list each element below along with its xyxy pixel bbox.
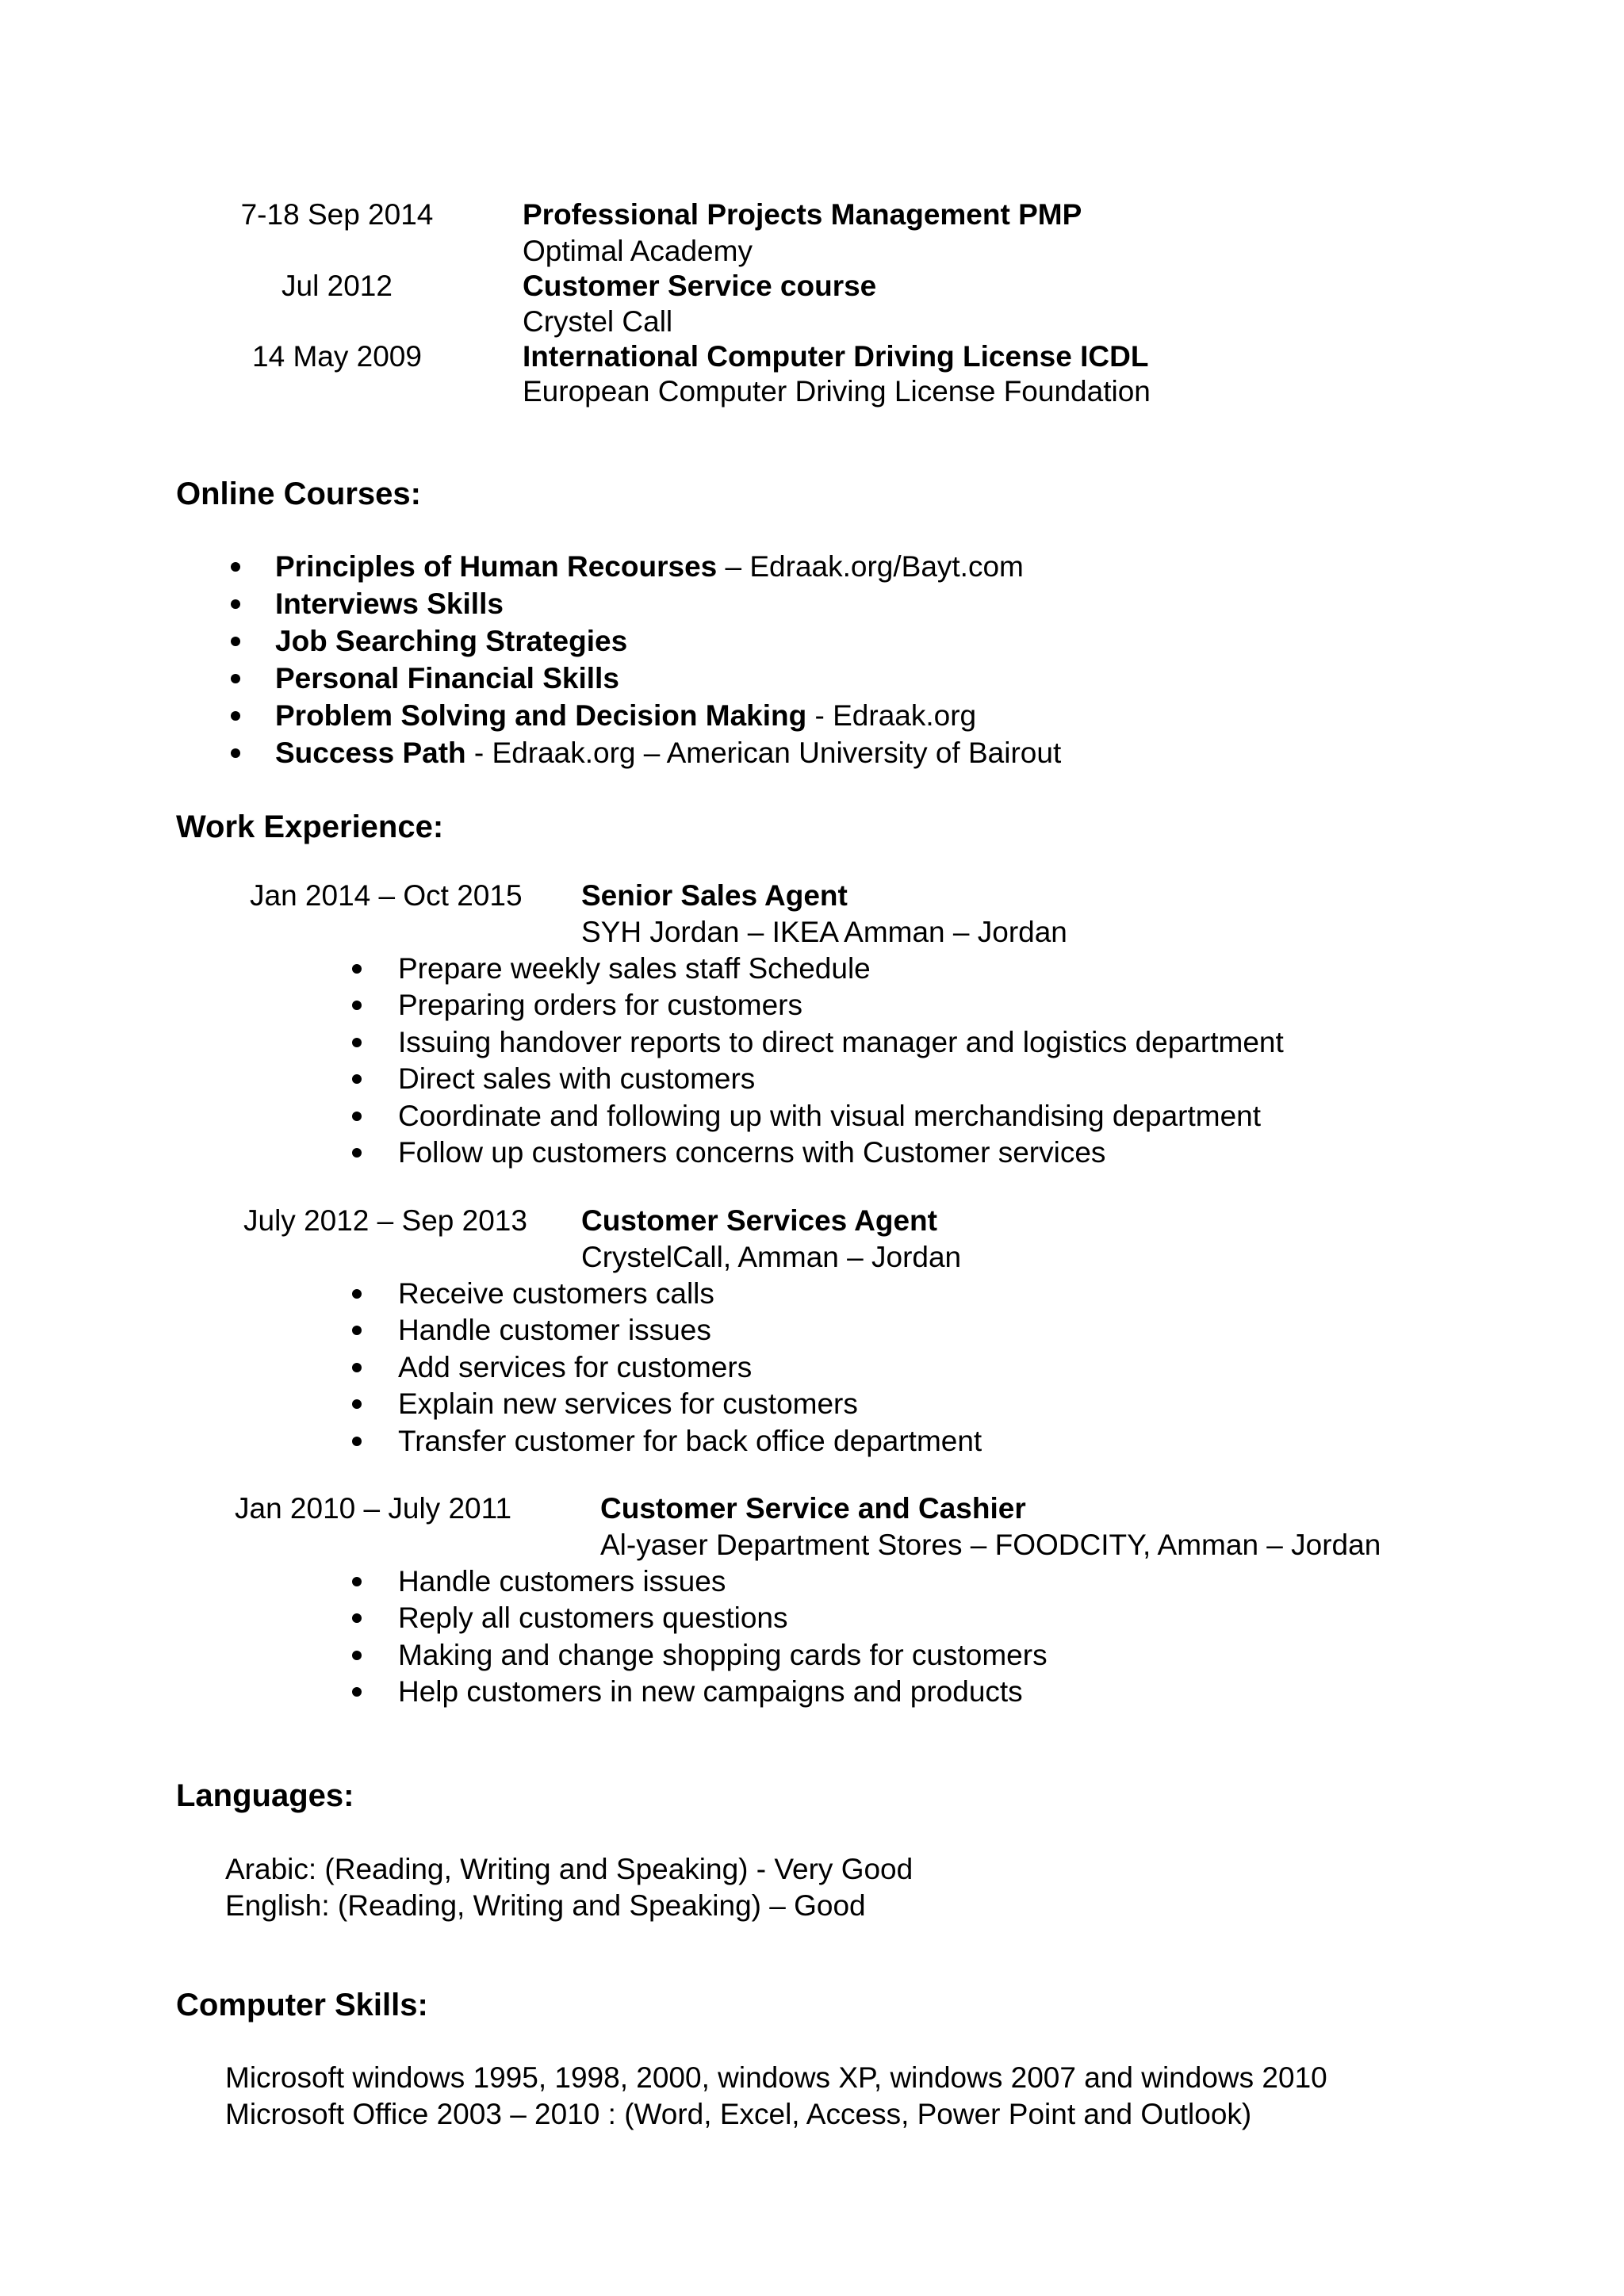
course-title: Problem Solving and Decision Making xyxy=(275,699,807,732)
job-title: Senior Sales Agent xyxy=(581,879,848,912)
duty-text: Prepare weekly sales staff Schedule xyxy=(398,952,871,985)
duty-text: Issuing handover reports to direct manager and logistics department xyxy=(398,1026,1284,1058)
duty-text: Preparing orders for customers xyxy=(398,989,802,1021)
list-item xyxy=(398,1312,711,1349)
course-title: Success Path xyxy=(275,737,466,769)
job-title: Customer Services Agent xyxy=(581,1204,937,1237)
duty-text: Handle customers issues xyxy=(398,1565,726,1598)
course-detail: - Edraak.org xyxy=(806,699,977,732)
list-item xyxy=(398,1135,1105,1171)
cert-date: 14 May 2009 xyxy=(252,340,422,373)
duty-text: Handle customer issues xyxy=(398,1314,711,1346)
list-item xyxy=(398,1674,1023,1710)
duty-text: Direct sales with customers xyxy=(398,1062,756,1095)
job-dates: Jan 2014 – Oct 2015 xyxy=(250,879,523,912)
list-item xyxy=(398,1386,858,1422)
cert-issuer: Crystel Call xyxy=(523,305,673,338)
duty-text: Reply all customers questions xyxy=(398,1601,788,1634)
job-company: SYH Jordan – IKEA Amman – Jordan xyxy=(581,916,1067,948)
cert-issuer: Optimal Academy xyxy=(523,235,753,267)
job-company: Al-yaser Department Stores – FOODCITY, Amman – Jordan xyxy=(600,1529,1381,1561)
list-item xyxy=(398,1098,1261,1135)
list-item xyxy=(398,1600,788,1636)
list-item xyxy=(275,623,627,660)
section-heading: Work Experience: xyxy=(176,809,444,844)
list-item xyxy=(275,660,619,697)
duty-text: Transfer customer for back office department xyxy=(398,1425,982,1457)
list-item xyxy=(398,1061,755,1097)
course-detail: – Edraak.org/Bayt.com xyxy=(717,550,1024,583)
cert-title: Professional Projects Management PMP xyxy=(523,198,1082,231)
list-item xyxy=(275,735,1061,771)
duty-text: Making and change shopping cards for customers xyxy=(398,1639,1048,1671)
language-line: Arabic: (Reading, Writing and Speaking) - Very Good xyxy=(225,1853,914,1885)
job-dates: Jan 2010 – July 2011 xyxy=(235,1492,512,1525)
list-item xyxy=(398,1563,726,1600)
list-item xyxy=(398,1276,714,1312)
course-title: Job Searching Strategies xyxy=(275,625,628,657)
course-title: Principles of Human Recourses xyxy=(275,550,718,583)
duty-text: Follow up customers concerns with Customer services xyxy=(398,1136,1106,1169)
list-item xyxy=(398,1349,752,1386)
duty-text: Explain new services for customers xyxy=(398,1387,858,1420)
skill-line: Microsoft windows 1995, 1998, 2000, windows XP, windows 2007 and windows 2010 xyxy=(225,2061,1327,2094)
section-heading: Languages: xyxy=(176,1778,354,1813)
duty-text: Help customers in new campaigns and products xyxy=(398,1675,1023,1708)
list-item xyxy=(398,1637,1048,1674)
job-company: CrystelCall, Amman – Jordan xyxy=(581,1241,962,1273)
list-item xyxy=(275,698,976,734)
duty-text: Add services for customers xyxy=(398,1351,753,1383)
list-item xyxy=(398,987,802,1024)
cert-date: Jul 2012 xyxy=(282,270,393,302)
cert-issuer: European Computer Driving License Foundation xyxy=(523,375,1151,408)
cert-date: 7-18 Sep 2014 xyxy=(240,198,434,231)
list-item xyxy=(398,951,871,987)
language-line: English: (Reading, Writing and Speaking) – Good xyxy=(225,1889,866,1922)
duty-text: Receive customers calls xyxy=(398,1277,714,1310)
course-detail: - Edraak.org – American University of Bairout xyxy=(465,737,1062,769)
job-title: Customer Service and Cashier xyxy=(600,1492,1026,1525)
course-title: Personal Financial Skills xyxy=(275,662,619,695)
list-item xyxy=(275,549,1024,585)
cert-title: Customer Service course xyxy=(523,270,877,302)
section-heading: Computer Skills: xyxy=(176,1988,428,2022)
list-item xyxy=(275,586,504,622)
cert-title: International Computer Driving License ICDL xyxy=(523,340,1149,373)
list-item xyxy=(398,1024,1284,1061)
skill-line: Microsoft Office 2003 – 2010 : (Word, Excel, Access, Power Point and Outlook) xyxy=(225,2098,1252,2130)
list-item xyxy=(398,1423,982,1460)
job-dates: July 2012 – Sep 2013 xyxy=(243,1204,527,1237)
section-heading: Online Courses: xyxy=(176,476,421,511)
duty-text: Coordinate and following up with visual merchandising department xyxy=(398,1100,1262,1132)
course-title: Interviews Skills xyxy=(275,587,504,620)
